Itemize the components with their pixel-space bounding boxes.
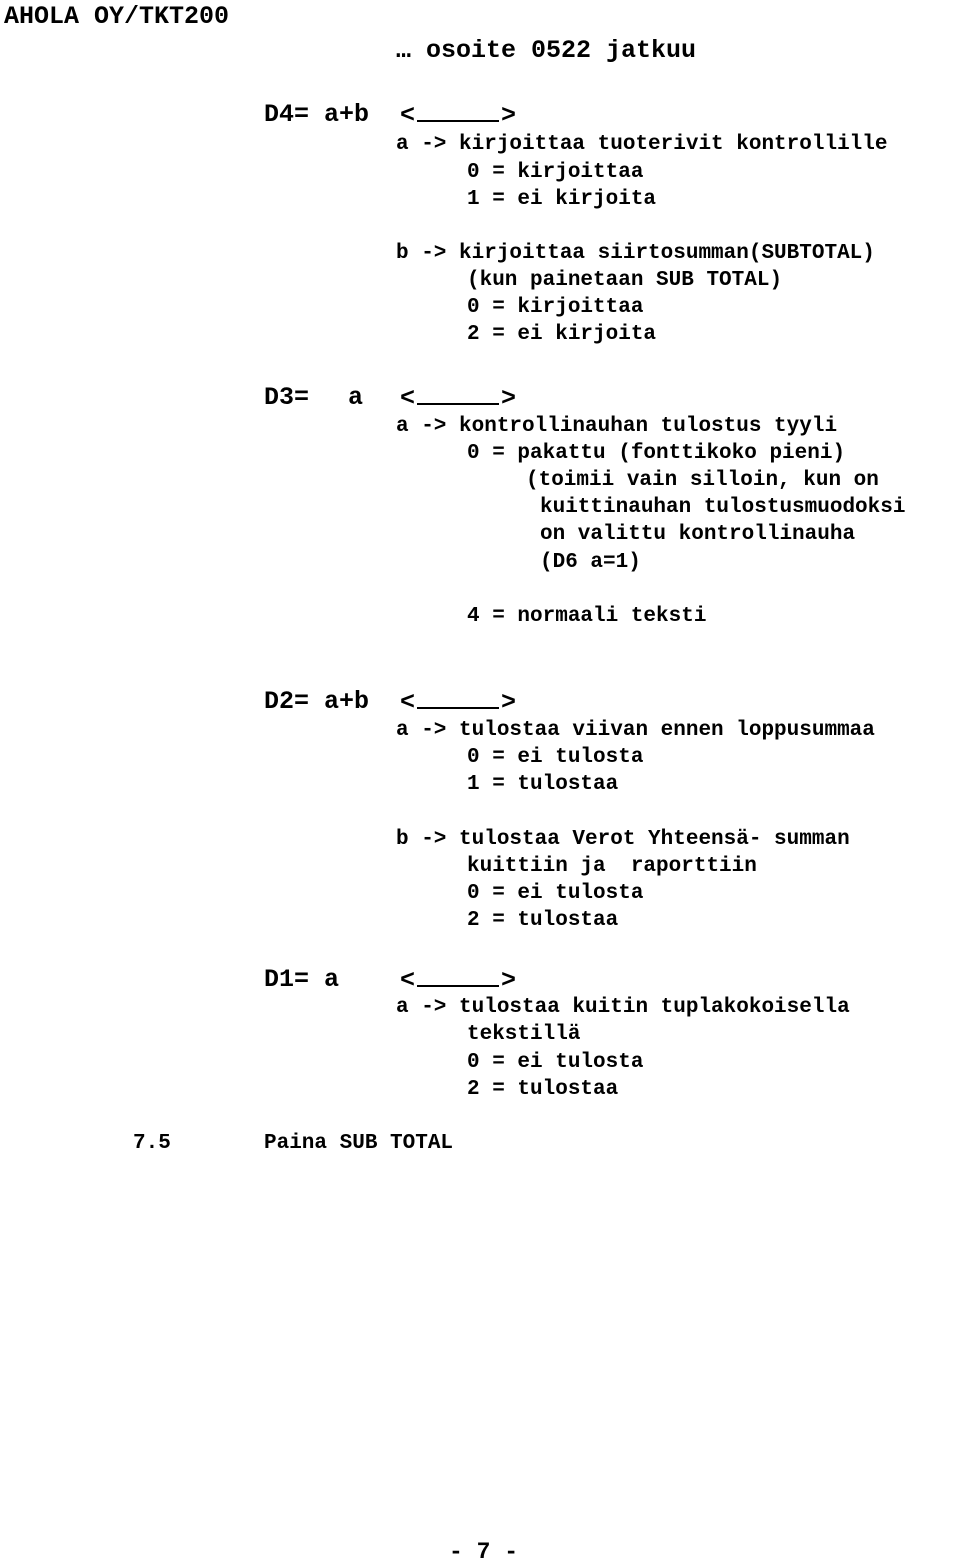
step-instruction: Paina SUB TOTAL	[264, 1132, 454, 1155]
d3-line-a4: 4 = normaali teksti	[467, 605, 707, 628]
d4-blank-field: < >	[400, 101, 517, 130]
d1-line-a: a -> tulostaa kuitin tuplakokoisella	[396, 996, 850, 1019]
d1-line-a0: 0 = ei tulosta	[467, 1051, 644, 1074]
d4-line-b-note: (kun painetaan SUB TOTAL)	[467, 269, 783, 292]
d2-line-a1: 1 = tulostaa	[467, 773, 619, 796]
d3-line-a: a -> kontrollinauhan tulostus tyyli	[396, 415, 838, 438]
d2-blank-field: < >	[400, 688, 517, 717]
d3-label: D3=	[264, 383, 310, 412]
d2-line-a0: 0 = ei tulosta	[467, 746, 644, 769]
d3-line-note-2: kuittinauhan tulostusmuodoksi	[540, 496, 906, 519]
d4-line-b0: 0 = kirjoittaa	[467, 296, 644, 319]
d2-label: D2= a+b	[264, 687, 370, 716]
d4-line-b: b -> kirjoittaa siirtosumman(SUBTOTAL)	[396, 242, 875, 265]
continuation-heading: … osoite 0522 jatkuu	[396, 36, 697, 65]
d2-line-b: b -> tulostaa Verot Yhteensä- summan	[396, 828, 850, 851]
d1-line-a2: 2 = tulostaa	[467, 1078, 619, 1101]
d3-line-note-3: on valittu kontrollinauha	[540, 523, 856, 546]
d3-line-note-1: (toimii vain silloin, kun on	[526, 469, 879, 492]
d3-line-note-4: (D6 a=1)	[540, 551, 641, 574]
d2-line-b2: 2 = tulostaa	[467, 909, 619, 932]
d4-label: D4= a+b	[264, 100, 370, 129]
d4-line-a0: 0 = kirjoittaa	[467, 161, 644, 184]
step-number: 7.5	[133, 1132, 171, 1155]
d3-blank-field: < >	[400, 384, 517, 413]
d2-line-a: a -> tulostaa viivan ennen loppusummaa	[396, 719, 875, 742]
d4-line-a1: 1 = ei kirjoita	[467, 188, 657, 211]
d3-var: a	[348, 383, 364, 412]
d1-blank-field: < >	[400, 966, 517, 995]
d4-line-a: a -> kirjoittaa tuoterivit kontrollille	[396, 133, 888, 156]
d1-label: D1= a	[264, 965, 340, 994]
page-number: - 7 -	[449, 1539, 519, 1565]
d1-line-a-cont: tekstillä	[467, 1023, 581, 1046]
d4-line-b2: 2 = ei kirjoita	[467, 323, 657, 346]
d2-line-b-cont: kuittiin ja raporttiin	[467, 855, 757, 878]
d3-line-a0: 0 = pakattu (fonttikoko pieni)	[467, 442, 846, 465]
document-title: AHOLA OY/TKT200	[4, 2, 230, 31]
d2-line-b0: 0 = ei tulosta	[467, 882, 644, 905]
